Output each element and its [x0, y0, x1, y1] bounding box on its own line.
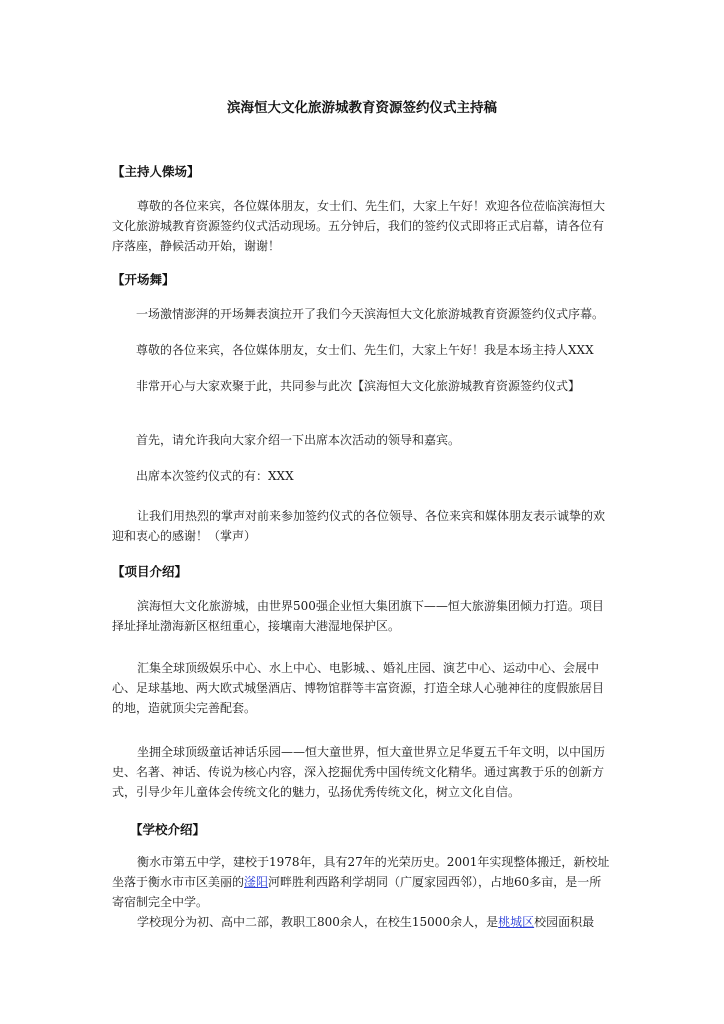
- opening-line-1: 一场激情澎湃的开场舞表演拉开了我们今天滨海恒大文化旅游城教育资源签约仪式序幕。: [136, 307, 605, 321]
- host-paragraph: 尊敬的各位来宾，各位媒体朋友，女士们、先生们，大家上午好！欢迎各位莅临滨海恒大文化旅游城教育资源签约仪式活动现场。五分钟后，我们的签约仪式即将正式启幕，请各位有序落座，静候活动开始，谢谢！: [112, 199, 606, 253]
- section-heading-host: 【主持人偨场】: [112, 164, 200, 179]
- project-paragraph-1: 滨海恒大文化旅游城，由世界500强企业恒大集团旗下——恒大旅游集团倾力打造。项目择址择址渤海新区枢纽重心，接壤南大港湿地保护区。: [112, 599, 604, 633]
- school-para1-text-b: 河畔胜利西路利学胡同（广厦家园西邻），占地60多亩，是一所寄宿制完全中学。: [112, 875, 602, 909]
- opening-paragraph: 让我们用热烈的掌声对前来参加签约仪式的各位领导、各位来宾和媒体朋友表示诚挚的欢迎和衷心的感谢！（掌声）: [112, 509, 606, 543]
- school-paragraph-1: [112, 852, 612, 912]
- section-heading-opening: 【开场舞】: [112, 272, 175, 287]
- link-taocheng[interactable]: 桃城区: [498, 915, 535, 929]
- link-fuyang[interactable]: 滏阳: [244, 875, 269, 889]
- opening-line-5: 出席本次签约仪式的有：XXX: [136, 469, 294, 483]
- document-title: 滨海恒大文化旅游城教育资源签约仪式主持稿: [227, 100, 497, 116]
- opening-line-4: 首先，请允许我向大家介绍一下出席本次活动的领导和嘉宾。: [136, 433, 461, 447]
- opening-line-2: 尊敬的各位来宾，各位媒体朋友，女士们、先生们，大家上午好！我是本场主持人XXX: [136, 343, 594, 357]
- project-paragraph-2: 汇集全球顶级娱乐中心、水上中心、电影城、、婚礼庄园、演艺中心、运动中心、会展中心、足球基地、两大欧式城堡酒店、博物馆群等丰富资源，打造全球人心驰神往的度假旅居目的地，造就顶尖完善配套。: [112, 661, 605, 715]
- section-heading-project: 【项目介绍】: [112, 564, 188, 579]
- project-paragraph-3: 坐拥全球顶级童话神话乐园——恒大童世界，恒大童世界立足华夏五千年文明，以中国历史、名著、神话、传说为核心内容，深入挖掘优秀中国传统文化精华。通过寓教于乐的创新方式，引导少年儿童体会传统文化的魅力，弘扬优秀传统文化，树立文化自信。: [112, 745, 606, 799]
- section-heading-school: 【学校介绍】: [130, 822, 206, 837]
- school-para2-text-b: 校园面积最: [534, 915, 595, 929]
- school-para1-text-a: 衡水市第五中学，建校于1978年，具有27年的光荣历史。2001年实现整体搬迁，新校址坐落于衡水市市区美丽的: [112, 855, 610, 889]
- school-paragraph-2: [112, 912, 612, 932]
- school-para2-text-a: 学校现分为初、高中二部，教职工800余人，在校生15000余人，是: [137, 915, 499, 929]
- opening-line-3: 非常开心与大家欢聚于此，共同参与此次【滨海恒大文化旅游城教育资源签约仪式】: [136, 379, 581, 393]
